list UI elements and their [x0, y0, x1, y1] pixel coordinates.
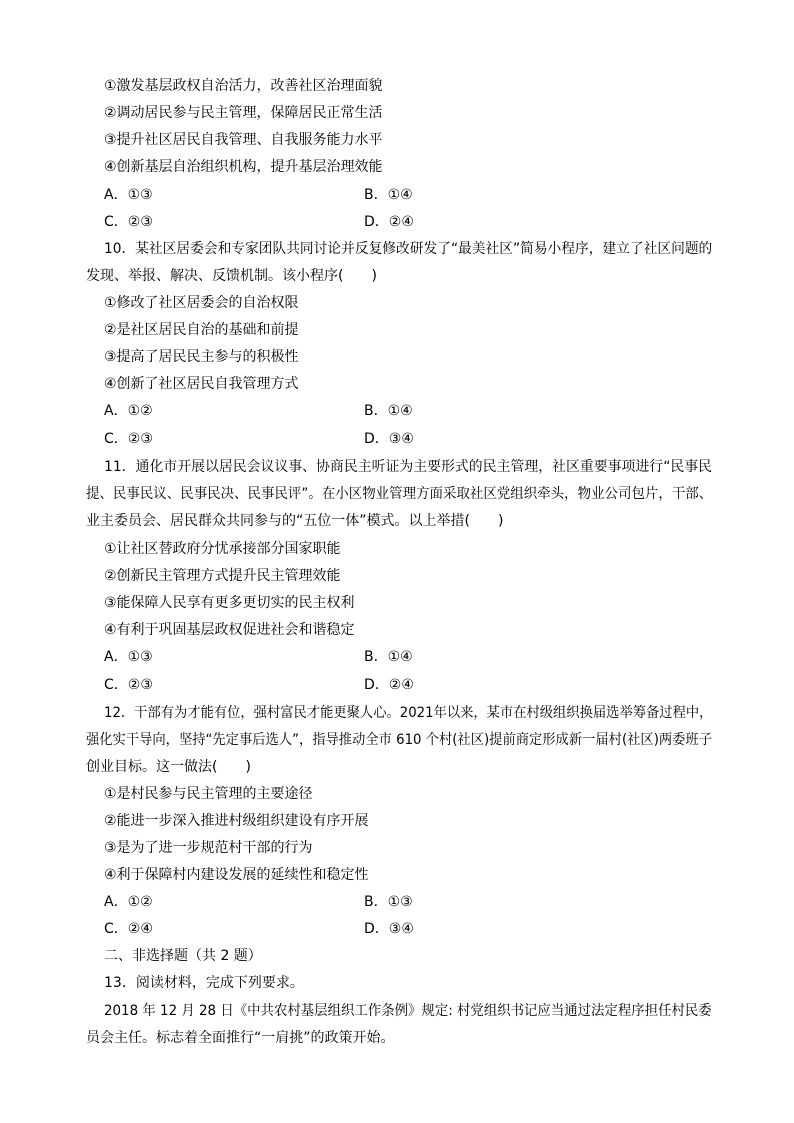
- q11-choice-c: C．②③: [104, 677, 153, 693]
- q11-statement-2: ②创新民主管理方式提升民主管理效能: [104, 568, 341, 584]
- q10-statement-2: ②是社区居民自治的基础和前提: [104, 322, 299, 338]
- q10-choice-a: A．①②: [104, 403, 153, 419]
- q13-material-line-2: 员会主任。标志着全面推行“一肩挑”的政策开始。: [86, 1030, 395, 1046]
- q12-stem-line-3: 创业目标。这一做法( ): [86, 759, 251, 775]
- q11-stem-line-3: 业主委员会、居民群众共同参与的“五位一体”模式。以上举措( ): [86, 513, 504, 529]
- q13-stem: 13．阅读材料，完成下列要求。: [104, 975, 304, 991]
- q12-statement-3: ③是为了进一步规范村干部的行为: [104, 840, 313, 856]
- q9-statement-3: ③提升社区居民自我管理、自我服务能力水平: [104, 132, 383, 148]
- q12-statement-1: ①是村民参与民主管理的主要途径: [104, 786, 313, 802]
- q11-statement-3: ③能保障人民享有更多更切实的民主权利: [104, 595, 355, 611]
- q12-choice-c: C．②④: [104, 921, 153, 937]
- q11-choice-a: A．①③: [104, 649, 153, 665]
- q9-choice-d: D．②④: [364, 214, 414, 230]
- q10-choice-c: C．②③: [104, 431, 153, 447]
- q11-statement-1: ①让社区替政府分忧承接部分国家职能: [104, 541, 341, 557]
- q11-statement-4: ④有利于巩固基层政权促进社会和谐稳定: [104, 622, 355, 638]
- q13-material-line-1: 2018 年 12 月 28 日《中共农村基层组织工作条例》规定: 村党组织书记应当通过法定程序担任村民委: [104, 1003, 712, 1019]
- q10-stem-line-2: 发现、举报、解决、反馈机制。该小程序( ): [86, 268, 377, 284]
- q11-choice-b: B．①④: [364, 649, 413, 665]
- q11-stem-line-1: 11．通化市开展以居民会议议事、协商民主听证为主要形式的民主管理，社区重要事项进行“民事民: [104, 459, 713, 475]
- q12-choice-b: B．①③: [364, 894, 413, 910]
- q11-stem-line-2: 提、民事民议、民事民决、民事民评”。在小区物业管理方面采取社区党组织牵头，物业公司包片，干部、: [86, 486, 713, 502]
- q12-choice-d: D．③④: [364, 921, 414, 937]
- q10-choice-d: D．③④: [364, 431, 414, 447]
- q12-statement-2: ②能进一步深入推进村级组织建设有序开展: [104, 813, 369, 829]
- q10-choice-b: B．①④: [364, 403, 413, 419]
- q10-statement-4: ④创新了社区居民自我管理方式: [104, 376, 299, 392]
- q10-statement-3: ③提高了居民民主参与的积极性: [104, 349, 299, 365]
- q9-statement-2: ②调动居民参与民主管理，保障居民正常生活: [104, 105, 383, 121]
- q12-statement-4: ④利于保障村内建设发展的延续性和稳定性: [104, 867, 369, 883]
- q10-statement-1: ①修改了社区居委会的自治权限: [104, 295, 299, 311]
- q12-stem-line-1: 12．干部有为才能有位，强村富民才能更聚人心。2021年以来，某市在村级组织换届选举筹备过程中，: [104, 705, 713, 721]
- q9-choice-c: C．②③: [104, 214, 153, 230]
- q11-choice-d: D．②④: [364, 677, 414, 693]
- q12-choice-a: A．①②: [104, 894, 153, 910]
- q9-statement-1: ①激发基层政权自治活力，改善社区治理面貌: [104, 78, 383, 94]
- q12-stem-line-2: 强化实干导向，坚持“先定事后选人”，指导推动全市 610 个村(社区)提前商定形成新一届村(社区)两委班子: [86, 732, 712, 748]
- q10-stem-line-1: 10．某社区居委会和专家团队共同讨论并反复修改研发了“最美社区”简易小程序，建立了社区问题的: [104, 241, 713, 257]
- q9-choice-a: A．①③: [104, 187, 153, 203]
- section-heading: 二、非选择题（共 2 题）: [104, 948, 262, 964]
- q9-statement-4: ④创新基层自治组织机构，提升基层治理效能: [104, 159, 383, 175]
- q9-choice-b: B．①④: [364, 187, 413, 203]
